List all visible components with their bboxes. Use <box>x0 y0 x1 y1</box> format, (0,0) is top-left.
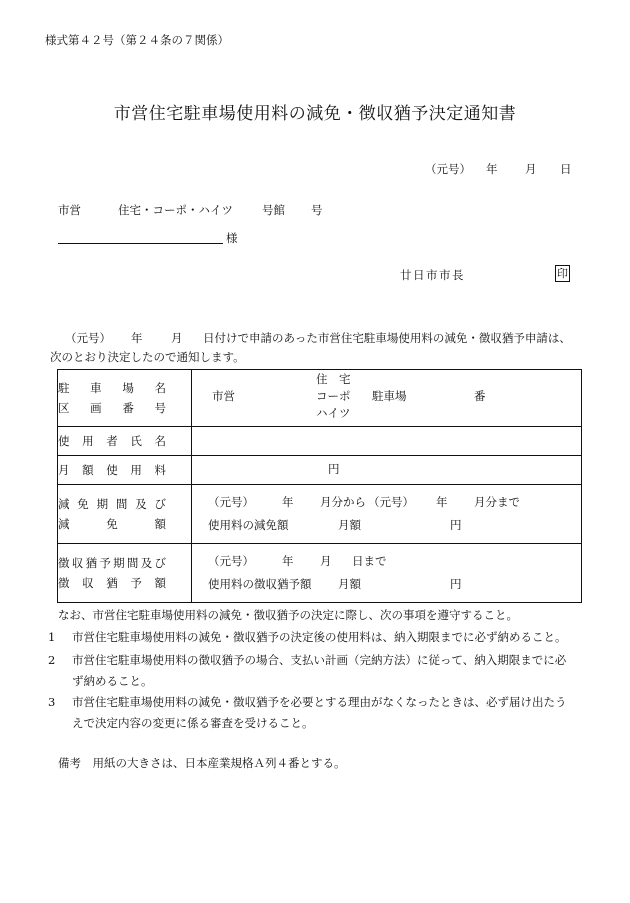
address-building: 号館 <box>262 203 285 217</box>
label-monthly-fee <box>58 456 192 485</box>
label-char: 期 <box>113 556 125 570</box>
intro-year: 年 <box>131 331 143 345</box>
label-char: 使 <box>58 434 70 448</box>
label-char: び <box>154 497 166 511</box>
label-char: 名 <box>154 434 166 448</box>
address-housing-types: 住宅・コーポ・ハイツ <box>118 203 233 217</box>
address-city: 市営 <box>58 203 81 217</box>
note-text: 市営住宅駐車場使用料の減免・徴収猶予の決定後の使用料は、納入期限までに必ず納めること。 <box>72 630 567 644</box>
note-number: 3 <box>48 695 56 709</box>
label-char: 猶 <box>85 556 98 570</box>
table-row <box>58 370 582 427</box>
date-era: （元号） <box>425 162 471 176</box>
notes-intro: なお、市営住宅駐車場使用料の減免・徴収猶予の決定に際し、次の事項を遵守すること。 <box>58 608 518 622</box>
label-char: 用 <box>82 434 94 448</box>
document-title: 市営住宅駐車場使用料の減免・徴収猶予決定通知書 <box>113 104 517 124</box>
label-char: 免 <box>77 497 89 511</box>
deferral-year: 年 <box>282 554 294 568</box>
exemption-year-from: 年 <box>282 495 294 509</box>
label-char: 場 <box>122 381 134 395</box>
label-char: 徴 <box>58 556 70 570</box>
deferral-monthly: 月額 <box>338 577 361 591</box>
label-line <box>58 573 166 593</box>
date-month: 月 <box>525 162 537 176</box>
note-number: 1 <box>48 630 56 644</box>
table-row <box>58 456 582 485</box>
label-char: 予 <box>99 556 111 570</box>
label-char: 料 <box>154 463 166 477</box>
label-char: 減 <box>58 517 70 531</box>
date-year: 年 <box>486 162 498 176</box>
intro-line-1 <box>65 331 571 345</box>
label-char: 間 <box>126 556 139 570</box>
label-line <box>58 514 166 534</box>
label-char: 用 <box>130 463 142 477</box>
label-char: 減 <box>58 497 70 511</box>
label-exemption <box>58 485 192 544</box>
decision-table <box>57 369 582 603</box>
note-item-2 <box>48 653 566 667</box>
intro-line-2: 次のとおり決定したので通知します。 <box>50 350 245 364</box>
note-item-3 <box>48 695 567 709</box>
intro-era: （元号） <box>65 331 111 345</box>
lot-type-heights: ハイツ <box>316 406 351 420</box>
label-char: 猶 <box>106 576 118 590</box>
deferral-era: （元号） <box>208 554 254 568</box>
exemption-amount-label: 使用料の減免額 <box>208 518 289 532</box>
label-parking-lot <box>58 370 192 427</box>
table-row <box>58 544 582 603</box>
label-line <box>58 553 166 573</box>
label-char: 徴 <box>58 576 70 590</box>
label-line <box>58 398 166 418</box>
lot-type-jutaku: 住 宅 <box>316 372 351 386</box>
exemption-to: 月分まで <box>474 495 520 509</box>
note-number: 2 <box>48 653 56 667</box>
exemption-from: 月分から <box>320 495 366 509</box>
issuer: 廿日市市長 <box>400 268 465 282</box>
label-char: 額 <box>154 576 166 590</box>
value-parking-lot <box>192 370 582 427</box>
date-day: 日 <box>560 162 572 176</box>
value-user-name <box>192 427 582 456</box>
label-char: 期 <box>96 497 109 511</box>
deferral-amount-label: 使用料の徴収猶予額 <box>208 577 312 591</box>
label-char: 号 <box>154 401 166 415</box>
value-monthly-fee <box>192 456 582 485</box>
label-line <box>58 431 166 451</box>
label-char: 収 <box>71 556 84 570</box>
label-char: 免 <box>106 517 118 531</box>
value-deferral <box>192 544 582 603</box>
label-char: 使 <box>106 463 118 477</box>
table-row <box>58 427 582 456</box>
note-item-2-cont: ず納めること。 <box>72 674 153 688</box>
exemption-year-to: 年 <box>436 495 448 509</box>
exemption-monthly: 月額 <box>338 518 361 532</box>
deferral-yen: 円 <box>450 577 462 591</box>
label-char: 収 <box>82 576 94 590</box>
label-user-name <box>58 427 192 456</box>
value-exemption <box>192 485 582 544</box>
label-char: 区 <box>58 401 70 415</box>
label-char: 車 <box>90 381 102 395</box>
lot-type-copo: コーポ <box>316 389 351 403</box>
exemption-era-from: （元号） <box>208 495 254 509</box>
seal-box: 印 <box>557 267 568 280</box>
intro-month: 月 <box>171 331 183 345</box>
label-char: び <box>154 556 166 570</box>
label-char: 画 <box>90 401 102 415</box>
address-number: 号 <box>311 203 323 217</box>
recipient-suffix: 様 <box>226 231 238 245</box>
deferral-month: 月 <box>320 554 332 568</box>
lot-number: 番 <box>474 389 486 403</box>
lot-parking: 駐車場 <box>372 389 407 403</box>
remark: 備考 用紙の大きさは、日本産業規格Ａ列４番とする。 <box>58 756 346 770</box>
note-item-1 <box>48 630 567 644</box>
label-char: 及 <box>135 497 147 511</box>
lot-city: 市営 <box>212 389 235 403</box>
label-line <box>58 378 166 398</box>
label-char: 氏 <box>130 434 142 448</box>
label-line <box>58 494 166 514</box>
exemption-era-to: （元号） <box>368 495 414 509</box>
label-char: 駐 <box>58 381 70 395</box>
exemption-yen: 円 <box>450 518 462 532</box>
intro-rest: 日付けで申請のあった市営住宅駐車場使用料の減免・徴収猶予申請は、 <box>203 331 571 345</box>
table-row <box>58 485 582 544</box>
monthly-fee-yen: 円 <box>328 462 340 476</box>
deferral-until: 日まで <box>352 554 387 568</box>
label-char: 及 <box>140 556 153 570</box>
label-char: 者 <box>106 434 118 448</box>
label-char: 額 <box>82 463 94 477</box>
note-text: 市営住宅駐車場使用料の減免・徴収猶予を必要とする理由がなくなったときは、必ず届け出たう <box>72 695 567 709</box>
form-number: 様式第４２号（第２４条の７関係） <box>45 33 229 47</box>
label-line <box>58 460 166 480</box>
label-char: 額 <box>154 517 166 531</box>
note-item-3-cont: えで決定内容の変更に係る審査を受けること。 <box>72 716 314 730</box>
label-deferral <box>58 544 192 603</box>
label-char: 番 <box>122 401 134 415</box>
label-char: 予 <box>130 576 142 590</box>
note-text: 市営住宅駐車場使用料の徴収猶予の場合、支払い計画（完納方法）に従って、納入期限までに必 <box>72 653 567 667</box>
label-char: 月 <box>58 463 70 477</box>
label-char: 間 <box>115 497 128 511</box>
recipient-name-line <box>58 243 223 244</box>
label-char: 名 <box>154 381 166 395</box>
